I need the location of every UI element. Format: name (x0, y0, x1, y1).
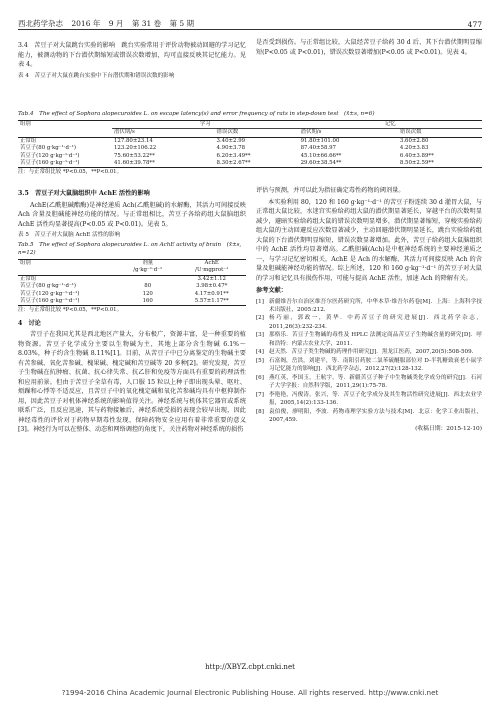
table-row (18, 298, 246, 306)
table-row (18, 160, 482, 168)
reference-item (256, 298, 482, 314)
table5-header-group: 组别 (20, 260, 31, 266)
table4-header-memory: 记忆 (299, 121, 482, 129)
table4-caption-en: Tab.4 The effect of Sophora alopecuroides L. on escape latency(s) and error frequency of rats in step-down test (x̄±s, n=6) (18, 111, 375, 117)
table5-header-dose-unit: /g·kg⁻¹·d⁻¹ (133, 267, 163, 274)
table5-note: 注：与正常组比较 *P<0.05，**P<0.01。 (18, 307, 122, 314)
table4-cell: 41.60±39.78** (114, 160, 155, 167)
header-year: 2016 年 (71, 19, 101, 28)
reference-number: [6] (256, 374, 264, 381)
table5-cell-dose (118, 275, 177, 283)
left-column-body (18, 186, 246, 437)
table4-cell: 87.40±58.97 (300, 145, 336, 152)
table4-cell-group: 正常组 (20, 137, 37, 144)
table4-cell: 6.20±3.49** (216, 152, 251, 159)
table4-cell: 8.50±2.59** (399, 160, 434, 167)
discussion-continued: 评估与预测，并可以此为指征确定毒性药物的阈剂量。 (256, 187, 405, 194)
table5-cell-group: 苦豆子(160 g·kg⁻¹·d⁻¹) (20, 298, 80, 305)
header-month: 9 月 (108, 19, 124, 28)
reference-number: [3] (256, 332, 264, 339)
table5-cell-group: 苦豆子(120 g·kg⁻¹·d⁻¹) (20, 290, 80, 297)
table4-cell-group: 苦豆子(160 g·kg⁻¹·d⁻¹) (20, 160, 80, 167)
table5-cell-group: 正常组 (20, 275, 37, 282)
page-header (18, 15, 482, 30)
table4-sub-latency: 潜伏期/s (114, 129, 135, 136)
table4-sub-latency: 潜伏期/s (300, 129, 322, 136)
table5-cell-dose: 160 (142, 298, 153, 305)
references-list (256, 298, 482, 425)
table4-cell: 91.80±101.00 (300, 137, 340, 144)
reference-item (256, 357, 482, 373)
section-3-5-text: AchE(乙酰胆碱酯酶)是神经递质 Ach(乙酰胆碱)的水解酶，其活力可间接反映 Ach 含量及胆碱能神经功能的情况。与正常组相比，苦豆子各给药组大鼠脑组织 AchE 活性均显著提高(P<0.05 或 P<0.01)。见表 5。 (18, 201, 246, 228)
reference-text: 赵天然．苦豆子类生物碱的药理作用研究[J]．黑龙江医药，2007,20(5):508-509. (269, 349, 474, 356)
section-3-4: 3.4 苦豆子对大鼠跳台实验的影响 跳台实验常用于评价动物被动回避的学习记忆能力，被测动物的下台潜伏期缩短或错误次数增加，均可直接反映其记忆能力。见表 4。 (18, 42, 246, 68)
table5-cell-value: 4.17±0.91** (194, 290, 229, 297)
table5-caption-en: Tab.5 The effect of Sophora alopecuroides L. on AchE activity of brain (x̄±s, n=12) (18, 242, 242, 256)
reference-item (256, 391, 482, 407)
table-row (18, 283, 246, 290)
reference-text: 李艳艳，冯俊涛，张兴，等．苦豆子化学成分及其生物活性研究进展[J]．西北农业学报，2005,14(2):133-136. (269, 391, 482, 406)
table4-cell: 123.20±106.22 (114, 145, 157, 152)
header-issue: 第 5 期 (169, 19, 195, 28)
journal-name: 西北药学杂志 (18, 19, 63, 28)
table-row (18, 137, 482, 145)
table4-cell-group: 苦豆子(120 g·kg⁻¹·d⁻¹) (20, 152, 80, 159)
references-title: 参考文献： (256, 287, 287, 294)
left-column-top (18, 38, 246, 82)
table4-cell: 45.10±66.66** (300, 152, 342, 159)
reference-text: 那格乐．苦豆子生物碱的毒性及 HPLC 法测定商品苦豆子生物碱含量的研究[D]．呼和浩特：内蒙古农业大学，2011. (269, 332, 482, 347)
discussion-paragraph: 苦豆子在我国尤其是西北地区产量大，分布极广，资源丰富，是一种重要的植物资源。苦豆子化学成分主要以生物碱为主，其地上部分含生物碱 6.1%～8.03%，种子约含生物碱 8.11%[1]。目前，从苦豆子中已分离鉴定的生物碱主要有苦参碱、氧化苦参碱、槐果碱、槐定碱和苦豆碱等 20 多种[2]。研究发现，苦豆子生物碱在抗肿瘤、抗菌、抗心律失常、抗乙肝和免疫等方面具有重要的药理活性和应用前景。但由于苦豆子全草有毒，人口服 15 粒以上种子即出现头晕、呕吐、烦躁和心悸等不适反应，且苦豆子中的氧化槐定碱和氧化苦参碱均具有中枢抑制作用，因此苦豆子对机体神经系统的影响值得关注。神经系统与机体其它器官或系统联系广泛，且反应迅速，其与药物接触后，神经系统受损的表现会较早出现，因此神经毒性的评价对于药物早期毒性发现、保障药物安全应用有着非常重要的意义[3]。神经行为可以在整体、动态和网络调控的角度下，关注药物对神经系统的损伤 (18, 331, 246, 434)
right-column-body (256, 186, 482, 434)
right-top-paragraph: 是否受到损伤。与正常组比较，大鼠经苦豆子给药 30 d 后，其下台潜伏期明显缩短(P<0.05 或 P<0.01)，错误次数显著增加(P<0.05 或 P<0.01)。见表 4。 (256, 39, 482, 56)
table4-cell-group: 苦豆子(80 g·kg⁻¹·d⁻¹) (20, 145, 77, 152)
reference-number: [7] (256, 391, 264, 398)
table5-header-ache: AchE (204, 260, 219, 266)
table4-cell: 3.60±2.80 (399, 137, 429, 144)
table4-cell: 127.80±23.14 (114, 137, 153, 144)
table4-caption-cn: 表 4 苦豆子对大鼠在跳台实验中下台潜伏期和错误次数的影响 (18, 72, 175, 79)
table-row (18, 145, 482, 152)
right-column-top (256, 38, 482, 59)
page-number: 477 (467, 20, 482, 29)
header-volume: 第 31 卷 (131, 19, 162, 28)
reference-text: 新疆维吾尔自治区维吾尔医药研究所，中华本草·维吾尔药卷[M]．上海：上海科学技术出版社，2005:212. (269, 298, 482, 313)
reference-text: 燕红英，李国玉，王航宇，等．新疆苦豆子种子中生物碱类化学成分的研究[J]．石河子大学学报：自然科学版，2011,29(1):75-78. (269, 374, 482, 390)
header-left (18, 18, 200, 29)
table5-cell-dose: 120 (142, 290, 153, 297)
table4-cell: 4.90±3.78 (216, 145, 246, 152)
table4-header-group: 组别 (20, 121, 31, 127)
received-date: (收稿日期：2015-12-10) (415, 425, 482, 432)
table5-cell-value: 3.98±0.47* (196, 283, 228, 290)
table-row (18, 153, 482, 160)
table5 (18, 259, 246, 306)
table5-cell-value: 3.42±1.12 (197, 275, 226, 282)
table5-cell-group: 苦豆子(80 g·kg⁻¹·d⁻¹) (20, 283, 77, 290)
table4-note: 注：与正常组比较 *P<0.05，**P<0.01。 (18, 169, 122, 176)
table4-cell: 6.40±3.89** (399, 152, 434, 159)
table4-cell: 4.20±3.83 (399, 145, 429, 152)
table4-cell: 3.40±2.99 (216, 137, 246, 144)
table4-cell: 29.60±38.54** (300, 160, 342, 167)
reference-text: 杨巧丽，郭政一，黄华．中药苦豆子的研究进展[J]．西北药学杂志，2011,26(3):232-234. (269, 315, 482, 330)
table-row (18, 291, 246, 298)
table5-header-ache-unit: /U·mgprot⁻¹ (195, 267, 229, 274)
reference-item (256, 348, 482, 356)
table4-header-learn: 学习 (112, 121, 299, 129)
table5-cell-value: 5.57±1.17** (194, 298, 229, 305)
table4-cell: 75.60±53.22** (114, 152, 155, 159)
reference-number: [1] (256, 298, 264, 305)
footer-url[interactable]: http://XBYZ.cbpt.cnki.net (205, 663, 295, 671)
reference-text: 石富阁，岳洪，刘建平，等．南阳引药胺二氯苯硫醚服部位对 D-半乳糖致衰老小鼠学习记忆能力的影响[J]．西北药学杂志，2012,27(2):128-132. (269, 357, 482, 373)
reference-item (256, 374, 482, 390)
table4 (18, 108, 482, 181)
table5-cell-dose: 80 (144, 283, 152, 290)
reference-item (256, 408, 482, 424)
section-3-5-title: 3.5 苦豆子对大鼠脑组织中 AchE 活性的影响 (18, 190, 150, 197)
copyright-line: ?1994-2016 China Academic Journal Electronic Publishing House. All rights reserved. http://www.cnki.net (61, 688, 439, 697)
table5-header-dose: 剂量 (142, 260, 154, 266)
table4-sub-errors: 错误次数 (399, 129, 422, 136)
conclusion-paragraph: 本实验利用 80，120 和 160 g·kg⁻¹·d⁻¹ 的苦豆子粉连续 30 d 灌胃大鼠，与正常组大鼠比较，水迷宫实验给药组大鼠的潜伏期显著延长，穿越平台的次数明显减少，避暗实验给药组大鼠的错误次数明显增多，潜伏期显著缩短，穿梭实验给药组大鼠的主动回避反应次数显著减少，主动回避潜伏期明显延长，跳台实验给药组大鼠的下台潜伏期明显缩短，错误次数显著增加。此外，苦豆子给药组大鼠脑组织中的 AchE 活性均显著增高。乙酰胆碱(Ach)是中枢神经系统的主要神经递质之一，与学习记忆密切相关，AchE 是 Ach 的水解酶，其活力可间接反映 Ach 的含量及胆碱能神经功能的情况。综上所述，120 和 160 g·kg⁻¹·d⁻¹ 的苦豆子对大鼠的学习和记忆具有损伤作用，可能与提高 AchE 活性，加速 Ach 的降解有关。 (256, 198, 482, 282)
reference-text: 袁伯俊，廖明阳，李波．药物毒理学实验方法与技术[M]．北京：化学工业出版社，2007,459. (269, 408, 482, 423)
reference-item (256, 314, 482, 330)
reference-number: [5] (256, 357, 264, 364)
table4-sub-errors: 错误次数 (216, 129, 239, 136)
table4-cell: 8.30±2.67** (216, 160, 251, 167)
reference-number: [8] (256, 408, 264, 415)
reference-number: [2] (256, 315, 264, 322)
section-4-title: 4 讨论 (18, 319, 41, 327)
table5-caption-cn: 表 5 苦豆子对大鼠脑 AchE 活性的影响 (18, 232, 121, 238)
reference-number: [4] (256, 349, 264, 356)
reference-item (256, 331, 482, 347)
